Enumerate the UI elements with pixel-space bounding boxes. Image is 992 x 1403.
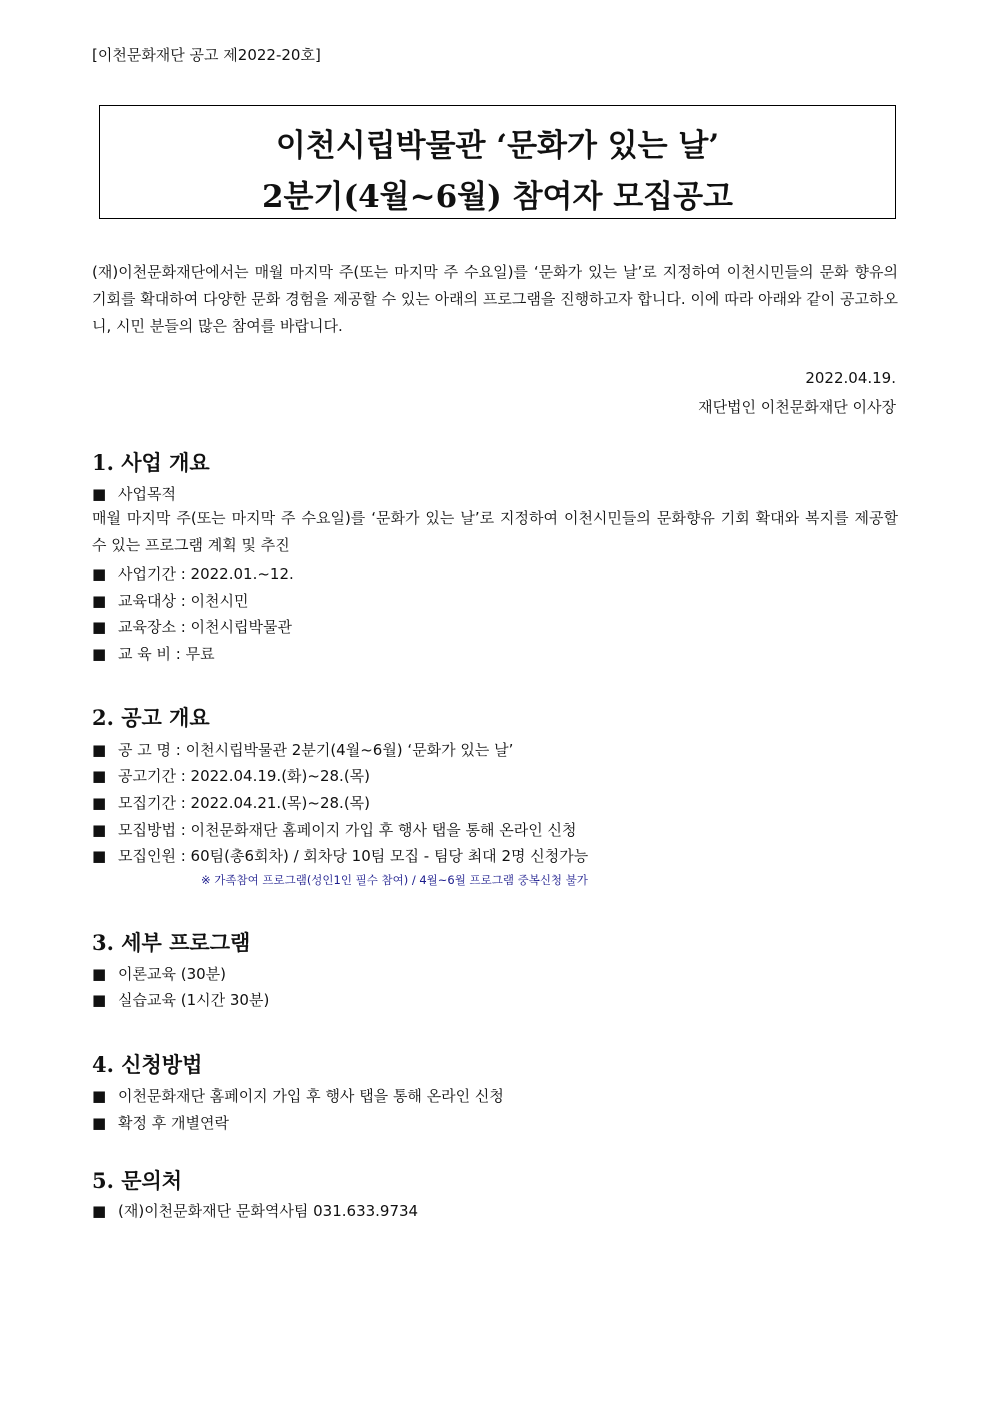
list-item <box>92 845 588 866</box>
bullet-icon: ■ <box>92 741 107 759</box>
purpose-text: 매월 마지막 주(또는 마지막 주 수요일)를 ‘문화가 있는 날’로 지정하여 이천시민들의 문화향유 기회 확대와 복지를 제공할 수 있는 프로그램 계획 및 추진 <box>92 509 898 554</box>
list-item <box>92 792 370 813</box>
list-item <box>92 1112 229 1133</box>
purpose-label-row <box>92 483 176 504</box>
list-item <box>92 590 249 611</box>
recruit-period-item: 모집기간 : 2022.04.21.(목)~28.(목) <box>118 794 371 812</box>
list-item <box>92 765 370 786</box>
location-item: 교육장소 : 이천시립박물관 <box>118 618 292 636</box>
theory-item: 이론교육 (30분) <box>118 965 227 983</box>
section-1-title: 1. 사업 개요 <box>92 450 210 475</box>
bullet-icon: ■ <box>92 767 107 785</box>
title-box <box>99 105 896 219</box>
bullet-icon: ■ <box>92 645 107 663</box>
bullet-icon: ■ <box>92 821 107 839</box>
bullet-icon: ■ <box>92 1202 107 1220</box>
list-item <box>92 616 292 637</box>
list-item <box>92 643 215 664</box>
recruit-note: ※ 가족참여 프로그램(성인1인 필수 참여) / 4월~6월 프로그램 중복신청 불가 <box>201 873 588 887</box>
bullet-icon: ■ <box>92 565 107 583</box>
list-item <box>92 563 294 584</box>
section-3-title: 3. 세부 프로그램 <box>92 930 251 955</box>
issuer: 재단법인 이천문화재단 이사장 <box>698 398 896 416</box>
list-item <box>92 1200 418 1221</box>
bullet-icon: ■ <box>92 965 107 983</box>
bullet-icon: ■ <box>92 794 107 812</box>
bullet-icon: ■ <box>92 991 107 1009</box>
target-item: 교육대상 : 이천시민 <box>118 592 249 610</box>
section-4-title: 4. 신청방법 <box>92 1052 203 1077</box>
fee-item: 교 육 비 : 무료 <box>118 645 215 663</box>
contact-after-item: 확정 후 개별연락 <box>118 1114 229 1132</box>
bullet-icon: ■ <box>92 618 107 636</box>
bullet-icon: ■ <box>92 847 107 865</box>
notice-period-item: 공고기간 : 2022.04.19.(화)~28.(목) <box>118 767 371 785</box>
recruit-method-item: 모집방법 : 이천문화재단 홈페이지 가입 후 행사 탭을 통해 온라인 신청 <box>118 821 577 839</box>
period-item: 사업기간 : 2022.01.~12. <box>118 565 294 583</box>
bullet-icon: ■ <box>92 485 107 503</box>
title-line-2: 2분기(4월~6월) 참여자 모집공고 <box>261 179 733 215</box>
notice-name-item: 공 고 명 : 이천시립박물관 2분기(4월~6월) ‘문화가 있는 날’ <box>118 741 514 759</box>
title-line-1: 이천시립박물관 ‘문화가 있는 날’ <box>275 128 720 164</box>
contact-item: (재)이천문화재단 문화역사팀 031.633.9734 <box>118 1202 419 1220</box>
list-item <box>92 739 513 760</box>
list-item <box>92 819 576 840</box>
notice-date: 2022.04.19. <box>805 369 896 387</box>
practice-item: 실습교육 (1시간 30분) <box>118 991 270 1009</box>
section-2-title: 2. 공고 개요 <box>92 705 210 730</box>
bullet-icon: ■ <box>92 1114 107 1132</box>
bullet-icon: ■ <box>92 1087 107 1105</box>
purpose-label: 사업목적 <box>118 485 176 503</box>
notice-number: [이천문화재단 공고 제2022-20호] <box>92 46 321 64</box>
section-5-title: 5. 문의처 <box>92 1168 183 1193</box>
bullet-icon: ■ <box>92 592 107 610</box>
list-item <box>92 963 226 984</box>
intro-paragraph: (재)이천문화재단에서는 매월 마지막 주(또는 마지막 주 수요일)를 ‘문화가 있는 날’로 지정하여 이천시민들의 문화 향유의 기회를 확대하여 다양한 문화 경험을 제공할 수 있는 아래의 프로그램을 진행하고자 합니다. 이에 따라 아래와 같이 공고하오니, 시민 분들의 많은 참여를 바랍니다. <box>92 263 898 335</box>
recruit-count-item: 모집인원 : 60팀(총6회차) / 회차당 10팀 모집 - 팀당 최대 2명 신청가능 <box>118 847 589 865</box>
list-item <box>92 1085 504 1106</box>
apply-method-item: 이천문화재단 홈페이지 가입 후 행사 탭을 통해 온라인 신청 <box>118 1087 504 1105</box>
list-item <box>92 989 269 1010</box>
